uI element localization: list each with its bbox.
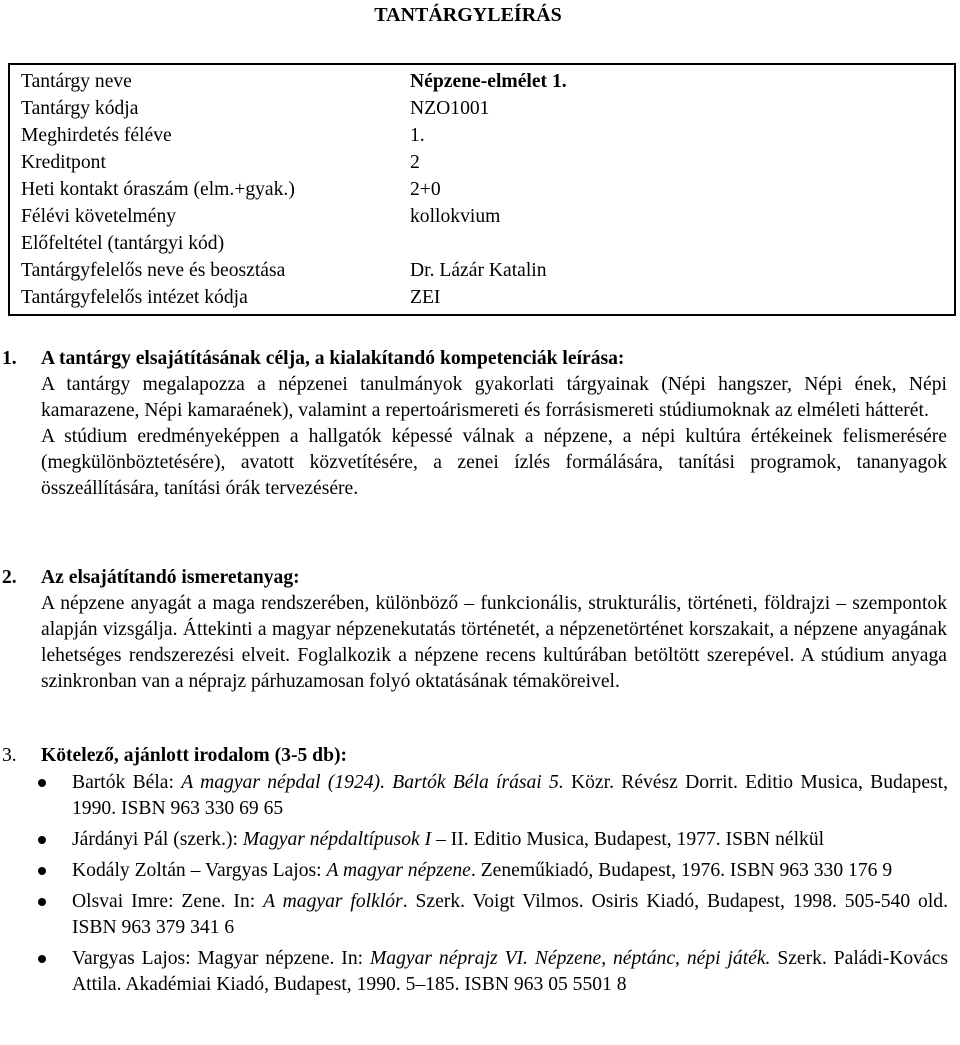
info-row-weekly-hours bbox=[21, 177, 951, 204]
bullet-icon bbox=[38, 836, 46, 844]
section-goals bbox=[2, 346, 947, 502]
info-label: Meghirdetés féléve bbox=[21, 125, 172, 146]
info-label: Kreditpont bbox=[21, 152, 106, 173]
info-value: 2 bbox=[410, 152, 420, 173]
section-heading: A tantárgy elsajátításának célja, a kialakítandó kompetenciák leírása: bbox=[41, 348, 625, 369]
info-value: Népzene-elmélet 1. bbox=[410, 71, 567, 92]
info-row-responsible bbox=[21, 258, 951, 285]
section-heading: Kötelező, ajánlott irodalom (3-5 db): bbox=[41, 745, 348, 766]
literature-item: Kodály Zoltán ‒ Vargyas Lajos: A magyar népzene. Zeneműkiadó, Budapest, 1976. ISBN 963 330 176 9 bbox=[72, 858, 948, 884]
bullet-icon bbox=[38, 955, 46, 963]
bullet-icon bbox=[38, 898, 46, 906]
info-value: 1. bbox=[410, 125, 425, 146]
info-value: 2+0 bbox=[410, 179, 441, 200]
section-paragraph: A stúdium eredményeképpen a hallgatók képessé válnak a népzene, a népi kultúra értékeinek felismerésére (megkülönböztetésére), avatott közvetítésére, a zenei ízlés formálására, tanítási programok, tananyagok összeállítására, tanítási órák tervezésére. bbox=[41, 426, 947, 499]
info-value: Dr. Lázár Katalin bbox=[410, 260, 547, 281]
info-label: Félévi követelmény bbox=[21, 206, 177, 227]
course-info-table bbox=[8, 63, 956, 316]
literature-item: Vargyas Lajos: Magyar népzene. In: Magyar néprajz VI. Népzene, néptánc, népi játék. Szerk. Paládi-Kovács Attila. Akadémiai Kiadó, Budapest, 1990. 5‒185. ISBN 963 05 5501 8 bbox=[72, 946, 948, 998]
section-number: 3. bbox=[2, 745, 17, 766]
info-label: Heti kontakt óraszám (elm.+gyak.) bbox=[21, 179, 295, 200]
section-literature bbox=[2, 743, 947, 769]
section-heading: Az elsajátítandó ismeretanyag: bbox=[41, 567, 300, 588]
section-paragraph: A tantárgy megalapozza a népzenei tanulmányok gyakorlati tárgyainak (Népi hangszer, Népi ének, Népi kamarazene, Népi kamaraének), valamint a repertoárismereti és forrásismereti stúdiumoknak az elméleti hátterét. bbox=[41, 374, 947, 421]
section-number: 2. bbox=[2, 567, 17, 588]
bullet-icon bbox=[38, 867, 46, 875]
info-label: Tantárgy kódja bbox=[21, 98, 139, 119]
literature-item: Járdányi Pál (szerk.): Magyar népdaltípusok I ‒ II. Editio Musica, Budapest, 1977. ISBN nélkül bbox=[72, 827, 948, 853]
info-row-semester bbox=[21, 123, 951, 150]
info-row-course-name bbox=[21, 69, 951, 96]
info-row-prerequisite bbox=[21, 231, 951, 258]
info-label: Előfeltétel (tantárgyi kód) bbox=[21, 233, 225, 254]
section-number: 1. bbox=[2, 348, 17, 369]
page-title: TANTÁRGYLEÍRÁS bbox=[374, 4, 562, 26]
info-label: Tantárgyfelelős neve és beosztása bbox=[21, 260, 286, 281]
info-value: ZEI bbox=[410, 287, 441, 308]
info-row-institute-code bbox=[21, 285, 951, 312]
info-label: Tantárgyfelelős intézet kódja bbox=[21, 287, 248, 308]
info-value: kollokvium bbox=[410, 206, 501, 227]
info-row-requirement bbox=[21, 204, 951, 231]
section-content bbox=[2, 565, 947, 695]
info-value: NZO1001 bbox=[410, 98, 490, 119]
info-row-credits bbox=[21, 150, 951, 177]
info-row-course-code bbox=[21, 96, 951, 123]
section-paragraph: A népzene anyagát a maga rendszerében, különböző ‒ funkcionális, strukturális, történeti, földrajzi ‒ szempontok alapján vizsgálja. Áttekinti a magyar népzenekutatás történetét, a népzenetörténet korszakait, a népzene anyagának lehetséges rendszerezési elveit. Foglalkozik a népzene recens kultúrában betöltött szerepével. A stúdium anyaga szinkronban van a néprajz párhuzamosan folyó oktatásának témaköreivel. bbox=[41, 593, 947, 692]
info-label: Tantárgy neve bbox=[21, 71, 132, 92]
literature-list bbox=[72, 770, 948, 1003]
bullet-icon bbox=[38, 779, 46, 787]
literature-item: Bartók Béla: A magyar népdal (1924). Bartók Béla írásai 5. Közr. Révész Dorrit. Editio Musica, Budapest, 1990. ISBN 963 330 69 65 bbox=[72, 770, 948, 822]
literature-item: Olsvai Imre: Zene. In: A magyar folklór. Szerk. Voigt Vilmos. Osiris Kiadó, Budapest, 1998. 505-540 old. ISBN 963 379 341 6 bbox=[72, 889, 948, 941]
